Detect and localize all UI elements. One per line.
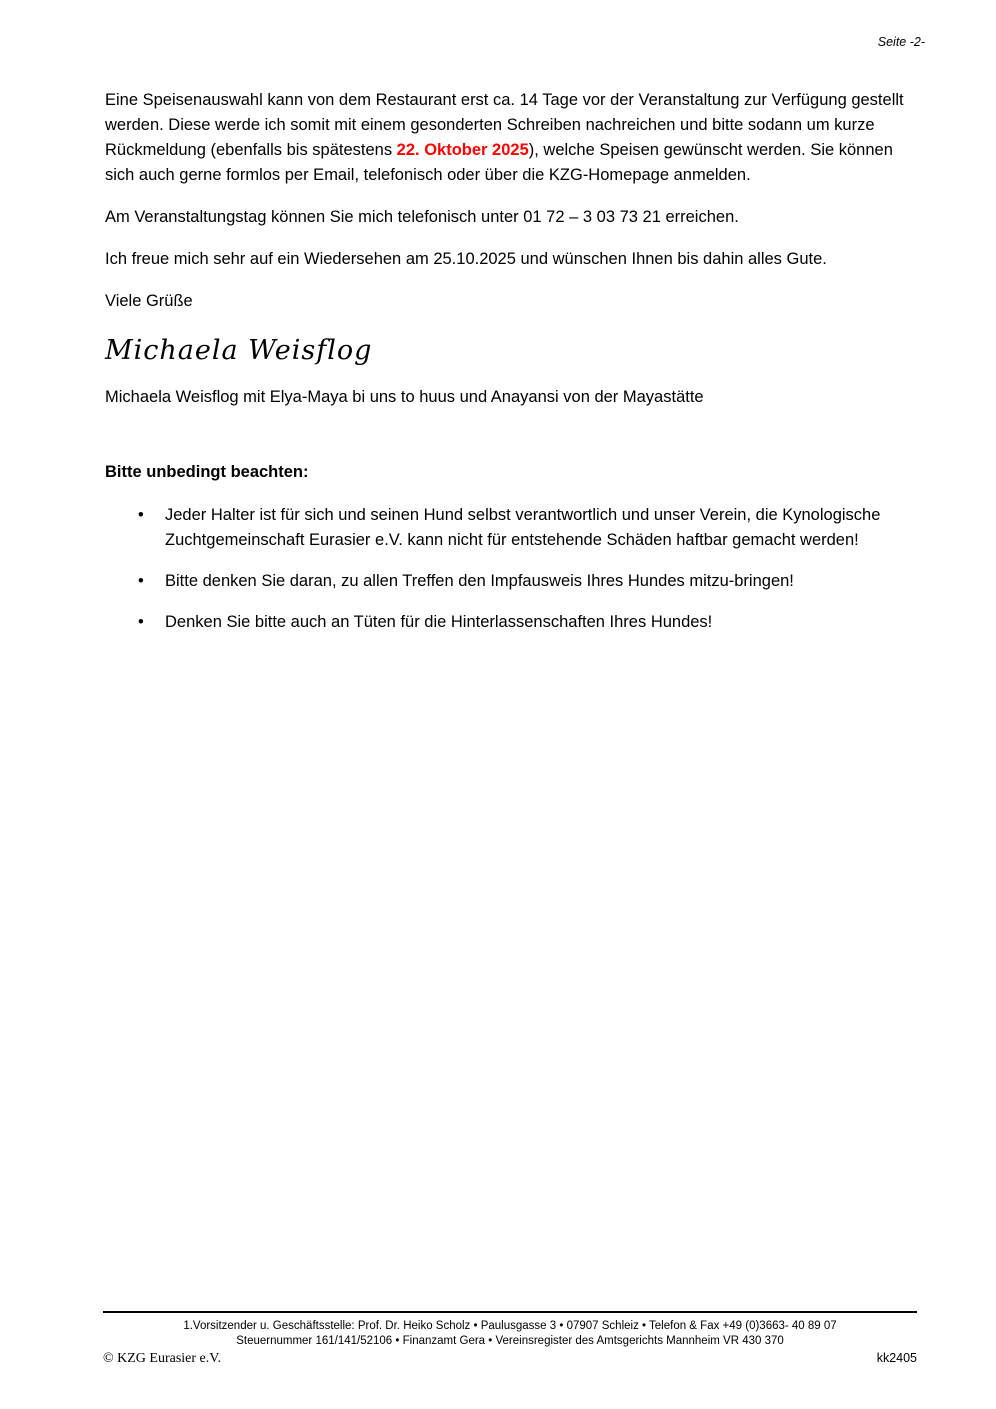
letter-body: [105, 88, 915, 651]
footer-copyright: © KZG Eurasier e.V.: [103, 1351, 222, 1366]
footer-doc-code: kk2405: [876, 1351, 917, 1365]
paragraph-phone-availability: Am Veranstaltungstag können Sie mich telefonisch unter 01 72 – 3 03 73 21 erreichen.: [105, 208, 739, 226]
bullet-icon: •: [138, 613, 144, 631]
notice-heading: Bitte unbedingt beachten:: [105, 463, 309, 481]
paragraph-menu-selection-before: Eine Speisenauswahl kann von dem Restaurant erst ca. 14 Tage vor der Veranstaltung zur Verfügung gestellt werden. Diese werde ich somit mit einem gesonderten Schreiben nachreichen und bitte sodann um kurze Rückmeldung (ebenfalls bis spätestens: [105, 91, 904, 159]
closing-greeting: Viele Grüße: [105, 292, 193, 310]
footer-bottom-row: [103, 1351, 917, 1367]
notice-list: [105, 503, 915, 635]
bullet-icon: •: [138, 506, 144, 524]
notice-item-text: Bitte denken Sie daran, zu allen Treffen den Impfausweis Ihres Hundes mitzu-bringen!: [165, 572, 794, 590]
bullet-icon: •: [138, 572, 144, 590]
notice-item-text: Jeder Halter ist für sich und seinen Hund selbst verantwortlich und unser Verein, die Kynologische Zuchtgemeinschaft Eurasier e.V. kann nicht für entstehende Schäden haftbar gemacht werden!: [165, 506, 881, 549]
deadline-date-highlight: 22. Oktober 2025: [396, 141, 529, 159]
footer-contact-line: 1.Vorsitzender u. Geschäftsstelle: Prof. Dr. Heiko Scholz • Paulusgasse 3 • 07907 Schleiz • Telefon & Fax +49 (0)3663- 40 89 07: [183, 1320, 837, 1332]
page-number: Seite -2-: [877, 35, 925, 49]
notice-item-liability: [105, 503, 915, 553]
notice-item-waste-bags: [105, 610, 915, 635]
paragraph-menu-selection: [105, 88, 915, 188]
sender-line: Michaela Weisflog mit Elya-Maya bi uns to huus und Anayansi von der Mayastätte: [105, 388, 704, 406]
notice-item-text: Denken Sie bitte auch an Tüten für die Hinterlassenschaften Ihres Hundes!: [165, 613, 713, 631]
notice-item-vaccination-card: [105, 569, 915, 594]
paragraph-reunion-wishes: Ich freue mich sehr auf ein Wiedersehen am 25.10.2025 und wünschen Ihnen bis dahin alles Gute.: [105, 250, 827, 268]
handwritten-signature: Michaela Weisflog: [105, 335, 373, 366]
paragraph-menu-selection-after: ), welche Speisen gewünscht werden. Sie können sich auch gerne formlos per Email, telefonisch oder über die KZG-Homepage anmelden.: [105, 141, 893, 184]
footer-register-line: Steuernummer 161/141/52106 • Finanzamt Gera • Vereinsregister des Amtsgerichts Mannheim VR 430 370: [236, 1335, 784, 1347]
footer: [103, 1311, 917, 1367]
